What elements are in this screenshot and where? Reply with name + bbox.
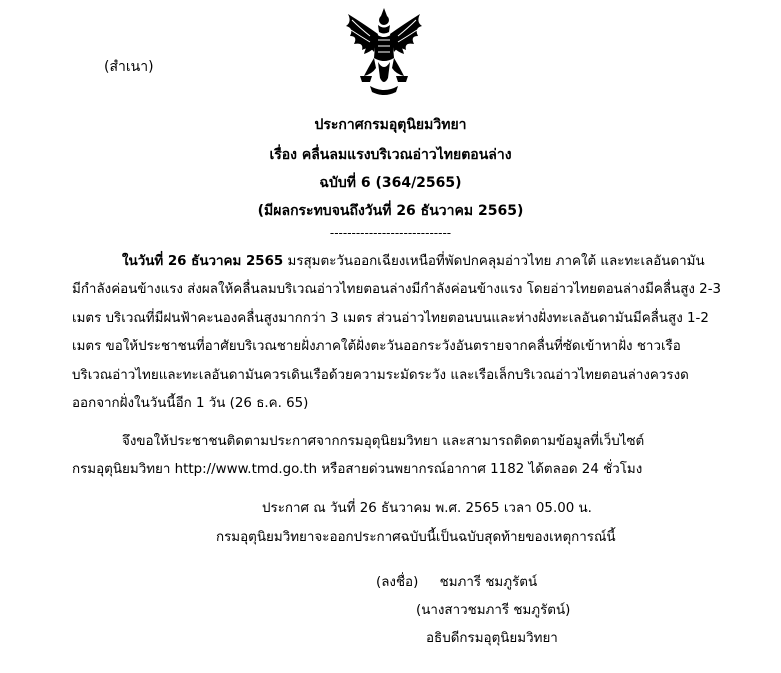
paragraph-line: จึงขอให้ประชาชนติดตามประกาศจากกรมอุตุนิยมวิทยา และสามารถติดตามข้อมูลที่เว็บไซต์ — [122, 434, 645, 449]
date-lead: ในวันที่ 26 ธันวาคม 2565 — [122, 254, 284, 269]
paragraph-line: มีกำลังค่อนข้างแรง ส่งผลให้คลื่นลมบริเวณอ่าวไทยตอนล่างมีกำลังค่อนข้างแรง โดยอ่าวไทยตอนล่างมีคลื่นสูง 2-3 — [72, 282, 722, 298]
document-title: ประกาศกรมอุตุนิยมวิทยา — [314, 117, 467, 133]
paragraph-text: มรสุมตะวันออกเฉียงเหนือที่พัดปกคลุมอ่าวไทย ภาคใต้ และทะเลอันดามัน — [283, 254, 705, 269]
issued-date: ประกาศ ณ วันที่ 26 ธันวาคม พ.ศ. 2565 เวลา 05.00 น. — [262, 501, 592, 516]
signature-line: (ลงชื่อ) ชมภารี ชมภูรัตน์ — [376, 575, 538, 590]
final-note: กรมอุตุนิยมวิทยาจะออกประกาศฉบับนี้เป็นฉบับสุดท้ายของเหตุการณ์นี้ — [216, 530, 616, 545]
document-subject: เรื่อง คลื่นลมแรงบริเวณอ่าวไทยตอนล่าง — [269, 147, 512, 163]
main-paragraph — [72, 248, 722, 418]
paragraph-line: เมตร ขอให้ประชาชนที่อาศัยบริเวณชายฝั่งภาคใต้ฝั่งตะวันออกระวังอันตรายจากคลื่นที่ซัดเข้าหาฝั่ง ชาวเรือ — [72, 339, 681, 355]
signatory-full-name: (นางสาวชมภารี ชมภูรัตน์) — [416, 603, 571, 618]
paragraph-line: กรมอุตุนิยมวิทยา http://www.tmd.go.th หรือสายด่วนพยากรณ์อากาศ 1182 ได้ตลอด 24 ชั่วโมง — [72, 462, 643, 478]
title-divider: ---------------------------- — [329, 226, 452, 240]
effective-period: (มีผลกระทบจนถึงวันที่ 26 ธันวาคม 2565) — [257, 203, 524, 219]
paragraph-line — [72, 248, 712, 276]
issue-number: ฉบับที่ 6 (364/2565) — [319, 175, 462, 191]
paragraph-line: บริเวณอ่าวไทยและทะเลอันดามันควรเดินเรือด้วยความระมัดระวัง และเรือเล็กบริเวณอ่าวไทยตอนล่างควรงด — [72, 367, 689, 383]
copy-label: (สำเนา) — [104, 59, 154, 75]
garuda-emblem-icon — [342, 6, 426, 98]
signatory-position: อธิบดีกรมอุตุนิยมวิทยา — [426, 631, 558, 646]
advisory-paragraph — [72, 428, 712, 485]
paragraph-line: เมตร บริเวณที่มีฝนฟ้าคะนองคลื่นสูงมากกว่า 3 เมตร ส่วนอ่าวไทยตอนบนและห่างฝั่งทะเลอันดามันมีคลื่นสูง 1-2 — [72, 310, 709, 326]
paragraph-line: ออกจากฝั่งในวันนี้อีก 1 วัน (26 ธ.ค. 65) — [72, 396, 309, 412]
